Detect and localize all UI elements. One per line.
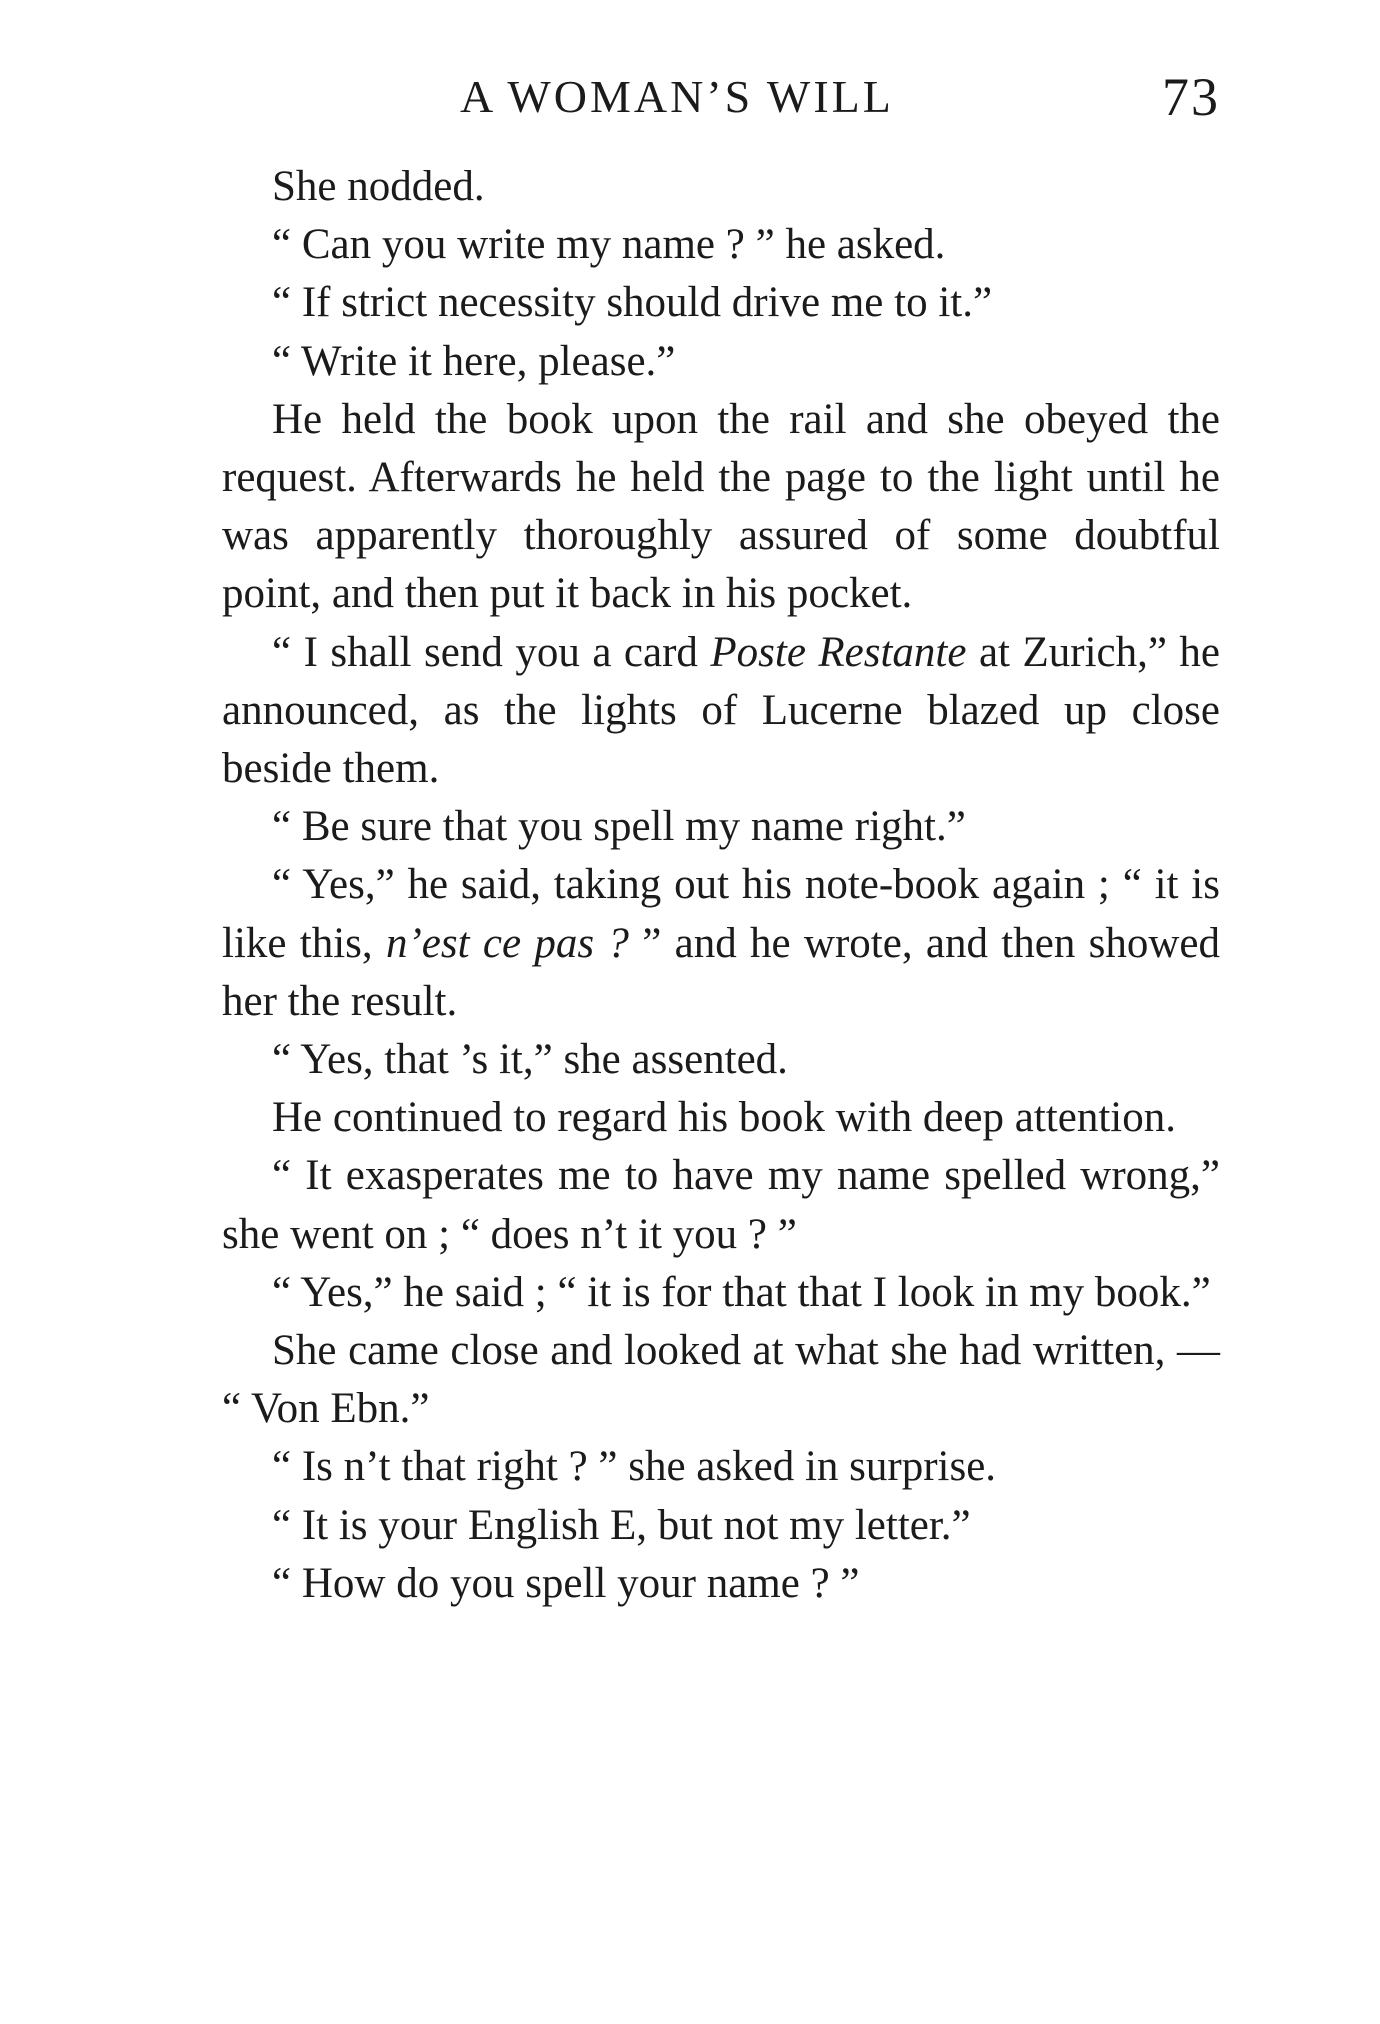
paragraph-14: “ Is n’t that right ? ” she asked in surprise. bbox=[272, 1443, 997, 1491]
paragraph-11: “ It exasperates me to have my name spelled wrong,” she went on ; “ does n’t it you ? ” bbox=[222, 1152, 1220, 1258]
paragraph-7: “ Be sure that you spell my name right.” bbox=[272, 803, 966, 851]
paragraph-16: “ How do you spell your name ? ” bbox=[272, 1559, 860, 1607]
page-number: 73 bbox=[1162, 67, 1220, 127]
paragraph-8-start: “ Yes,” he said, taking out his note-book again ; “ it is like this, bbox=[222, 861, 1220, 967]
page-header bbox=[220, 58, 1220, 138]
paragraph-6-end: at Zurich,” he announced, as the lights of Lucerne blazed up close beside them. bbox=[222, 628, 1220, 793]
paragraph-13: She came close and looked at what she had written, — “ Von Ebn.” bbox=[222, 1327, 1220, 1433]
paragraph-12: “ Yes,” he said ; “ it is for that that I look in my book.” bbox=[272, 1268, 1211, 1316]
paragraph-4: “ Write it here, please.” bbox=[272, 337, 676, 385]
paragraph-3: “ If strict necessity should drive me to it.” bbox=[272, 279, 993, 327]
paragraph-10: He continued to regard his book with deep attention. bbox=[272, 1094, 1176, 1142]
running-title: A WOMAN’S WILL bbox=[460, 71, 894, 122]
nest-ce-pas-italic: n’est ce pas ? bbox=[385, 919, 629, 967]
paragraph-5: He held the book upon the rail and she obeyed the request. Afterwards he held the page to the light until he was apparently thoroughly assured of some doubtful point, and then put it back in his pocket. bbox=[222, 395, 1220, 618]
paragraph-8-end: ” and he wrote, and then showed her the result. bbox=[222, 919, 1221, 1025]
paragraph-15: “ It is your English E, but not my letter.” bbox=[272, 1501, 971, 1549]
paragraph-1: She nodded. bbox=[272, 163, 485, 210]
paragraph-2: “ Can you write my name ? ” he asked. bbox=[272, 221, 946, 269]
paragraph-6-start: “ I shall send you a card bbox=[272, 628, 711, 676]
paragraph-9: “ Yes, that ’s it,” she assented. bbox=[272, 1036, 788, 1084]
body-text bbox=[222, 158, 1220, 1613]
poste-restante-italic: Poste Restante bbox=[710, 628, 967, 676]
paragraph-8 bbox=[222, 856, 1220, 1031]
paragraph-6 bbox=[222, 624, 1220, 799]
